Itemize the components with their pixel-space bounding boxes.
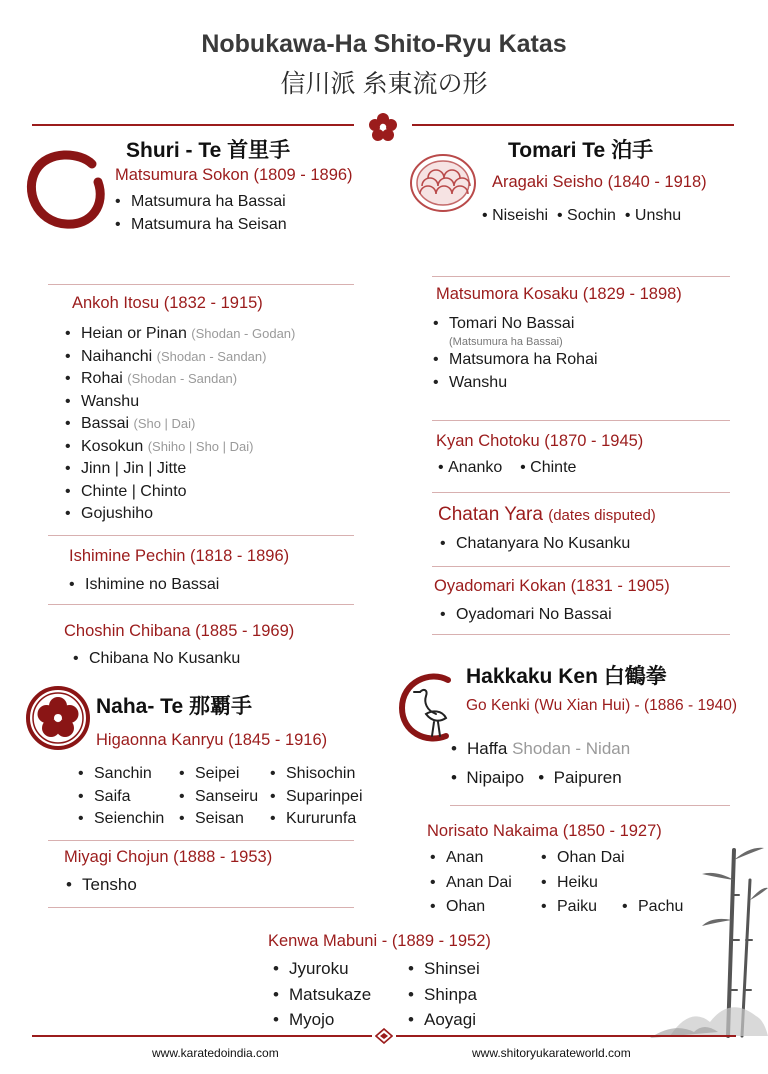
chibana-kata-list [71, 648, 240, 671]
tomari-te-heading: Tomari Te 泊手 [508, 139, 654, 162]
footer-link-karatedoindia[interactable]: www.karatedoindia.com [152, 1046, 279, 1060]
list-item: • Ohan Dai [539, 847, 625, 872]
footer-divider-left [32, 1035, 372, 1037]
list-item: • Bassai (Sho | Dai) [63, 413, 295, 436]
bamboo-illustration [650, 840, 768, 1040]
list-item: • Saifa [76, 786, 164, 809]
ishimine-kata-list [67, 574, 219, 597]
master-aragaki-seisho: Aragaki Seisho (1840 - 1918) [492, 173, 707, 191]
list-item: • Shinpa [406, 984, 480, 1010]
master-kyan-chotoku: Kyan Chotoku (1870 - 1945) [436, 432, 644, 450]
list-item: • Matsukaze [271, 984, 371, 1010]
master-go-kenki: Go Kenki (Wu Xian Hui) - (1886 - 1940) [466, 697, 738, 714]
hakkaku-kata-row: • Nipaipo • Paipuren [451, 768, 622, 787]
list-item: • Kururunfa [268, 808, 363, 831]
divider [48, 907, 354, 908]
page-title-japanese: 信川派 糸東流の形 [280, 70, 488, 98]
list-item: • Seisan [177, 808, 258, 831]
list-item: • Heiku [539, 872, 625, 897]
list-item: Ananko [448, 459, 503, 476]
list-item: Sochin [567, 207, 616, 224]
list-item: • Paiku [539, 896, 625, 921]
list-item: • Suparinpei [268, 786, 363, 809]
mabuni-kata-col-1 [271, 958, 371, 1035]
list-item: • Matsumora ha Rohai [431, 349, 598, 372]
master-norisato-nakaima: Norisato Nakaima (1850 - 1927) [427, 822, 662, 840]
naha-kata-col-2 [177, 763, 258, 831]
itosu-kata-list [63, 323, 295, 526]
divider [432, 634, 730, 635]
kosaku-kata-list [431, 313, 598, 394]
top-divider-left [32, 124, 354, 126]
shuri-kata-list [113, 191, 287, 236]
nakaima-kata-col-2 [539, 847, 625, 921]
divider [432, 420, 730, 421]
list-item: • Chibana No Kusanku [71, 648, 240, 671]
miyagi-kata-list [64, 874, 137, 897]
divider [48, 535, 354, 536]
divider [432, 276, 730, 277]
page-title: Nobukawa-Ha Shito-Ryu Katas [201, 30, 567, 58]
list-item: • Oyadomari No Bassai [438, 604, 612, 627]
master-choshin-chibana: Choshin Chibana (1885 - 1969) [64, 622, 295, 640]
divider [450, 805, 730, 806]
list-item: Unshu [634, 207, 682, 224]
list-item: • Anan Dai [428, 872, 512, 897]
master-matsumora-kosaku: Matsumora Kosaku (1829 - 1898) [436, 285, 682, 303]
list-item: • Aoyagi [406, 1009, 480, 1035]
kata-subnote: (Matsumura ha Bassai) [449, 336, 563, 348]
wave-seal-icon [408, 152, 478, 214]
master-oyadomari-kokan: Oyadomari Kokan (1831 - 1905) [434, 577, 670, 595]
list-item: • Anan [428, 847, 512, 872]
naha-te-heading: Naha- Te 那覇手 [96, 695, 252, 718]
list-item: • Heian or Pinan (Shodan - Godan) [63, 323, 295, 346]
list-item: Nipaipo [466, 768, 525, 787]
divider [432, 566, 730, 567]
list-item: • Sanseiru [177, 786, 258, 809]
master-miyagi-chojun: Miyagi Chojun (1888 - 1953) [64, 848, 273, 866]
divider [48, 604, 354, 605]
list-item: • Chinte | Chinto [63, 481, 295, 504]
list-item: Chinte [530, 459, 577, 476]
list-item: • Wanshu [63, 391, 295, 414]
footer-link-shitoryukarateworld[interactable]: www.shitoryukarateworld.com [472, 1046, 631, 1060]
list-item: • Pachu [620, 896, 683, 919]
master-ishimine-pechin: Ishimine Pechin (1818 - 1896) [69, 547, 290, 565]
master-ankoh-itosu: Ankoh Itosu (1832 - 1915) [72, 294, 263, 312]
divider [48, 284, 354, 285]
tomari-kata-list: • Niseishi • Sochin • Unshu [482, 207, 682, 224]
list-item: Niseishi [492, 207, 549, 224]
oyadomari-kata-list [438, 604, 612, 627]
kyan-kata-list: • Ananko • Chinte [438, 459, 577, 476]
chatan-kata-list [438, 533, 630, 556]
list-item: • Matsumura ha Bassai [113, 191, 287, 214]
list-item: • Seipei [177, 763, 258, 786]
list-item: • Kosokun (Shiho | Sho | Dai) [63, 436, 295, 459]
list-item: • Seienchin [76, 808, 164, 831]
list-item: • Haffa Shodan - Nidan [449, 738, 630, 761]
list-item: • Ishimine no Bassai [67, 574, 219, 597]
top-divider-right [412, 124, 734, 126]
master-chatan-yara: Chatan Yara (dates disputed) [438, 504, 656, 525]
mabuni-kata-col-2 [406, 958, 480, 1035]
list-item: • Jinn | Jin | Jitte [63, 458, 295, 481]
hakkaku-kata-list [449, 738, 630, 761]
list-item: • Gojushiho [63, 503, 295, 526]
list-item: • Tomari No Bassai (Matsumura ha Bassai) [431, 313, 598, 349]
master-kenwa-mabuni: Kenwa Mabuni - (1889 - 1952) [268, 932, 491, 950]
footer-divider-right [396, 1035, 736, 1037]
list-item: • Tensho [64, 874, 137, 897]
naha-kata-col-1 [76, 763, 164, 831]
divider [432, 492, 730, 493]
list-item: • Myojo [271, 1009, 371, 1035]
list-item: • Sanchin [76, 763, 164, 786]
mon-flower-icon [366, 110, 400, 144]
list-item: • Wanshu [431, 372, 598, 395]
mon-circle-icon [24, 684, 92, 752]
list-item: • Shinsei [406, 958, 480, 984]
list-item: • Shisochin [268, 763, 363, 786]
list-item: Paipuren [553, 768, 622, 787]
list-item: • Matsumura ha Seisan [113, 214, 287, 237]
naha-kata-col-3 [268, 763, 363, 831]
list-item: • Rohai (Shodan - Sandan) [63, 368, 295, 391]
diamond-ornament-icon [375, 1028, 393, 1044]
hakkaku-ken-heading: Hakkaku Ken 白鶴拳 [466, 665, 667, 688]
master-matsumura-sokon: Matsumura Sokon (1809 - 1896) [115, 166, 353, 184]
divider [48, 840, 354, 841]
list-item: • Naihanchi (Shodan - Sandan) [63, 346, 295, 369]
master-higaonna-kanryu: Higaonna Kanryu (1845 - 1916) [96, 731, 328, 749]
shuri-te-heading: Shuri - Te 首里手 [126, 139, 291, 162]
list-item: • Chatanyara No Kusanku [438, 533, 630, 556]
crane-enso-icon [396, 670, 466, 746]
enso-circle-icon [22, 146, 108, 232]
list-item: • Ohan [428, 896, 512, 921]
list-item: • Jyuroku [271, 958, 371, 984]
nakaima-kata-col-1 [428, 847, 512, 921]
